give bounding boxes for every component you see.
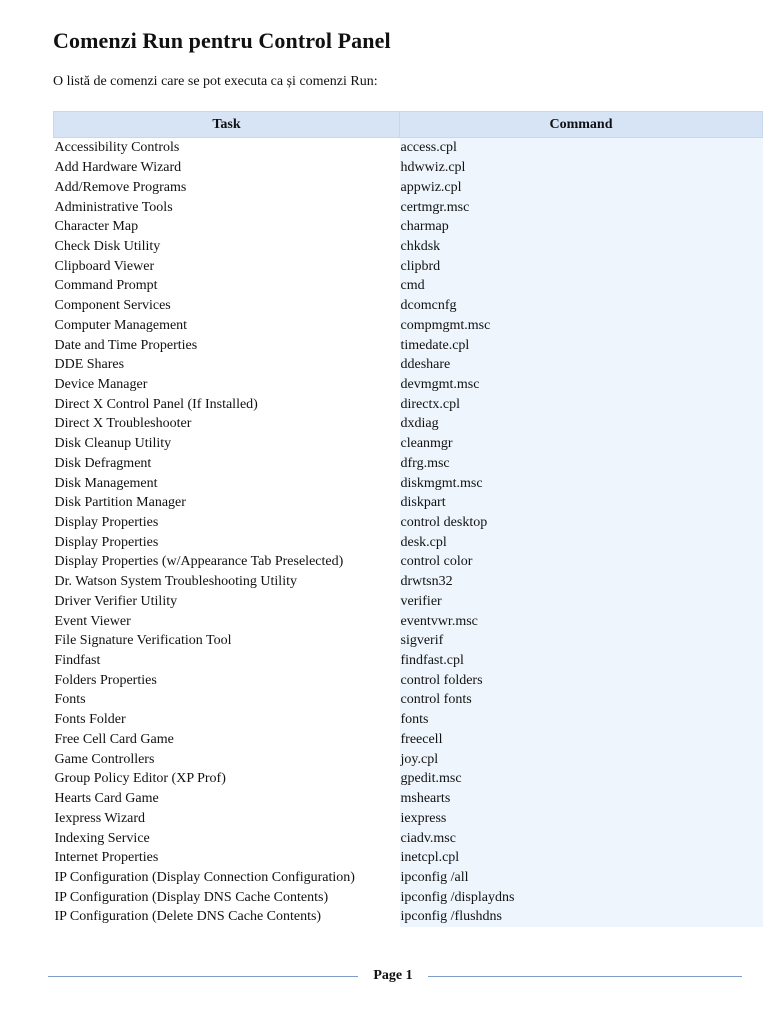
intro-paragraph: O listă de comenzi care se pot executa ca și comenzi Run: bbox=[53, 74, 378, 89]
task-cell: Findfast bbox=[54, 651, 400, 671]
command-cell: appwiz.cpl bbox=[400, 177, 763, 197]
command-cell: charmap bbox=[400, 217, 763, 237]
footer-rule-left bbox=[48, 976, 358, 977]
command-cell: dcomcnfg bbox=[400, 296, 763, 316]
command-cell: gpedit.msc bbox=[400, 769, 763, 789]
command-cell: mshearts bbox=[400, 789, 763, 809]
table-row bbox=[54, 749, 763, 769]
table-row bbox=[54, 138, 763, 158]
command-cell: certmgr.msc bbox=[400, 197, 763, 217]
task-cell: Component Services bbox=[54, 296, 400, 316]
table-row bbox=[54, 315, 763, 335]
task-cell: Fonts bbox=[54, 690, 400, 710]
command-cell: ciadv.msc bbox=[400, 828, 763, 848]
task-cell: Driver Verifier Utility bbox=[54, 592, 400, 612]
table-row bbox=[54, 670, 763, 690]
page-footer bbox=[48, 966, 742, 988]
task-cell: Disk Management bbox=[54, 473, 400, 493]
task-cell: Disk Cleanup Utility bbox=[54, 434, 400, 454]
task-cell: Dr. Watson System Troubleshooting Utility bbox=[54, 572, 400, 592]
table-row bbox=[54, 158, 763, 178]
table-row bbox=[54, 611, 763, 631]
command-cell: fonts bbox=[400, 710, 763, 730]
table-row bbox=[54, 375, 763, 395]
task-cell: Internet Properties bbox=[54, 848, 400, 868]
page-number: Page 1 bbox=[373, 968, 413, 983]
task-cell: Clipboard Viewer bbox=[54, 256, 400, 276]
task-cell: Direct X Control Panel (If Installed) bbox=[54, 394, 400, 414]
task-cell: Add/Remove Programs bbox=[54, 177, 400, 197]
command-cell: inetcpl.cpl bbox=[400, 848, 763, 868]
footer-rule-right bbox=[428, 976, 742, 977]
command-cell: verifier bbox=[400, 592, 763, 612]
command-cell: ipconfig /displaydns bbox=[400, 887, 763, 907]
table-row bbox=[54, 552, 763, 572]
task-cell: Fonts Folder bbox=[54, 710, 400, 730]
task-cell: Date and Time Properties bbox=[54, 335, 400, 355]
table-row bbox=[54, 631, 763, 651]
task-cell: Display Properties bbox=[54, 532, 400, 552]
task-cell: Character Map bbox=[54, 217, 400, 237]
table-header-row bbox=[54, 112, 763, 138]
table-row bbox=[54, 434, 763, 454]
task-cell: Administrative Tools bbox=[54, 197, 400, 217]
table-row bbox=[54, 493, 763, 513]
command-cell: ipconfig /all bbox=[400, 868, 763, 888]
table-row bbox=[54, 394, 763, 414]
command-cell: dxdiag bbox=[400, 414, 763, 434]
command-cell: cmd bbox=[400, 276, 763, 296]
task-cell: Disk Partition Manager bbox=[54, 493, 400, 513]
command-cell: chkdsk bbox=[400, 237, 763, 257]
command-cell: control fonts bbox=[400, 690, 763, 710]
command-cell: iexpress bbox=[400, 808, 763, 828]
table-row bbox=[54, 276, 763, 296]
table-row bbox=[54, 769, 763, 789]
command-cell: control desktop bbox=[400, 513, 763, 533]
table-row bbox=[54, 414, 763, 434]
command-cell: clipbrd bbox=[400, 256, 763, 276]
task-cell: Free Cell Card Game bbox=[54, 730, 400, 750]
command-cell: directx.cpl bbox=[400, 394, 763, 414]
command-cell: timedate.cpl bbox=[400, 335, 763, 355]
table-row bbox=[54, 651, 763, 671]
task-cell: Folders Properties bbox=[54, 670, 400, 690]
task-cell: IP Configuration (Display Connection Configuration) bbox=[54, 868, 400, 888]
table-row bbox=[54, 335, 763, 355]
task-cell: Group Policy Editor (XP Prof) bbox=[54, 769, 400, 789]
command-cell: drwtsn32 bbox=[400, 572, 763, 592]
table-row bbox=[54, 177, 763, 197]
table-row bbox=[54, 808, 763, 828]
table-row bbox=[54, 887, 763, 907]
task-cell: Indexing Service bbox=[54, 828, 400, 848]
command-cell: joy.cpl bbox=[400, 749, 763, 769]
task-cell: Iexpress Wizard bbox=[54, 808, 400, 828]
table-row bbox=[54, 592, 763, 612]
command-cell: cleanmgr bbox=[400, 434, 763, 454]
page-title: Comenzi Run pentru Control Panel bbox=[53, 28, 391, 53]
command-cell: dfrg.msc bbox=[400, 454, 763, 474]
task-cell: DDE Shares bbox=[54, 355, 400, 375]
task-cell: Command Prompt bbox=[54, 276, 400, 296]
command-cell: freecell bbox=[400, 730, 763, 750]
task-cell: IP Configuration (Display DNS Cache Contents) bbox=[54, 887, 400, 907]
table-row bbox=[54, 513, 763, 533]
table-row bbox=[54, 454, 763, 474]
task-cell: Check Disk Utility bbox=[54, 237, 400, 257]
task-cell: File Signature Verification Tool bbox=[54, 631, 400, 651]
table-row bbox=[54, 868, 763, 888]
table-row bbox=[54, 789, 763, 809]
command-cell: access.cpl bbox=[400, 138, 763, 158]
command-cell: findfast.cpl bbox=[400, 651, 763, 671]
table-row bbox=[54, 237, 763, 257]
task-cell: IP Configuration (Delete DNS Cache Contents) bbox=[54, 907, 400, 927]
table-row bbox=[54, 197, 763, 217]
table-row bbox=[54, 907, 763, 927]
task-cell: Game Controllers bbox=[54, 749, 400, 769]
task-cell: Add Hardware Wizard bbox=[54, 158, 400, 178]
run-commands-table bbox=[53, 111, 763, 927]
command-cell: devmgmt.msc bbox=[400, 375, 763, 395]
command-cell: hdwwiz.cpl bbox=[400, 158, 763, 178]
command-cell: sigverif bbox=[400, 631, 763, 651]
task-cell: Display Properties bbox=[54, 513, 400, 533]
table-row bbox=[54, 710, 763, 730]
command-cell: eventvwr.msc bbox=[400, 611, 763, 631]
table-row bbox=[54, 473, 763, 493]
command-cell: diskpart bbox=[400, 493, 763, 513]
table-row bbox=[54, 355, 763, 375]
table-row bbox=[54, 828, 763, 848]
column-header-task: Task bbox=[54, 112, 400, 138]
command-cell: control folders bbox=[400, 670, 763, 690]
table-body bbox=[54, 138, 763, 927]
command-cell: diskmgmt.msc bbox=[400, 473, 763, 493]
command-cell: compmgmt.msc bbox=[400, 315, 763, 335]
task-cell: Accessibility Controls bbox=[54, 138, 400, 158]
command-cell: control color bbox=[400, 552, 763, 572]
column-header-command: Command bbox=[400, 112, 763, 138]
table-row bbox=[54, 848, 763, 868]
table-row bbox=[54, 256, 763, 276]
command-cell: desk.cpl bbox=[400, 532, 763, 552]
task-cell: Direct X Troubleshooter bbox=[54, 414, 400, 434]
table-row bbox=[54, 572, 763, 592]
task-cell: Computer Management bbox=[54, 315, 400, 335]
task-cell: Device Manager bbox=[54, 375, 400, 395]
command-cell: ddeshare bbox=[400, 355, 763, 375]
command-cell: ipconfig /flushdns bbox=[400, 907, 763, 927]
table-row bbox=[54, 532, 763, 552]
task-cell: Display Properties (w/Appearance Tab Preselected) bbox=[54, 552, 400, 572]
table-row bbox=[54, 690, 763, 710]
table-row bbox=[54, 217, 763, 237]
table-row bbox=[54, 730, 763, 750]
task-cell: Disk Defragment bbox=[54, 454, 400, 474]
task-cell: Event Viewer bbox=[54, 611, 400, 631]
table-row bbox=[54, 296, 763, 316]
table-header bbox=[54, 112, 763, 138]
task-cell: Hearts Card Game bbox=[54, 789, 400, 809]
